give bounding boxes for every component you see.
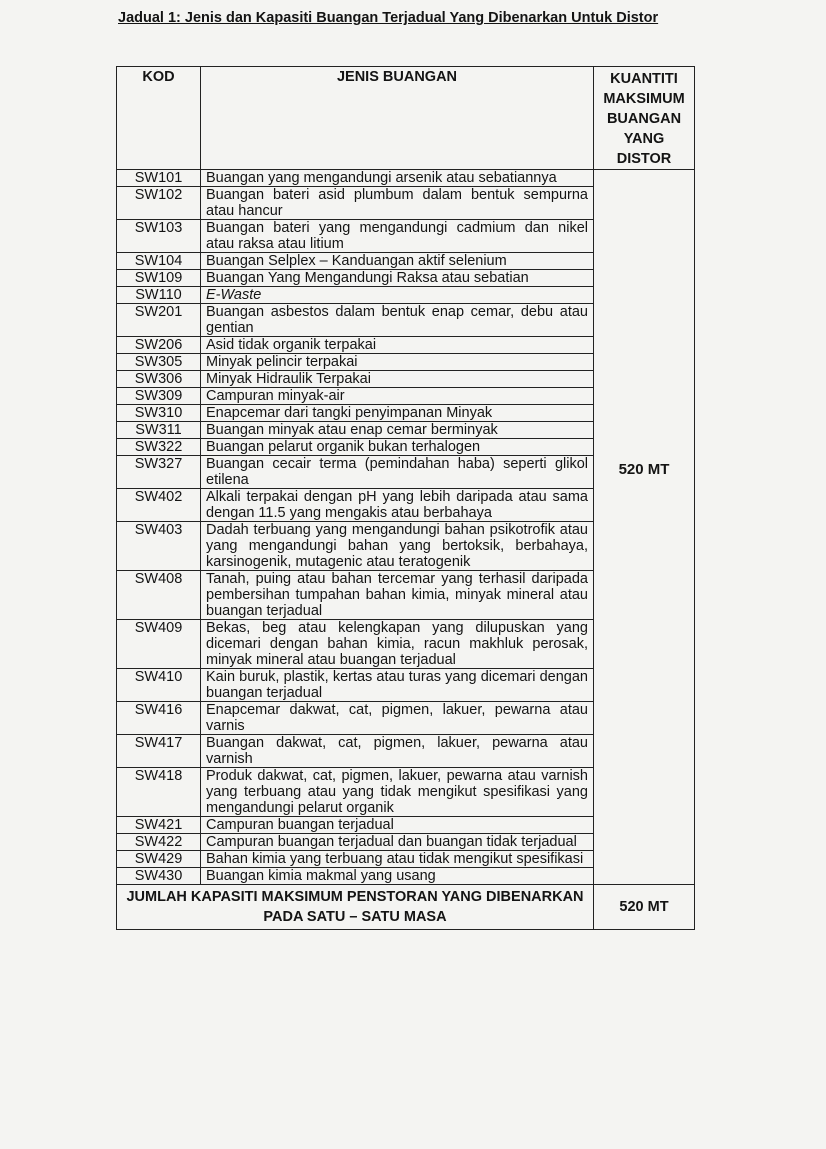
total-value: 520 MT xyxy=(594,885,695,930)
waste-description: Tanah, puing atau bahan tercemar yang terhasil daripada pembersihan tumpahan bahan kimia, minyak mineral atau buangan terjadual xyxy=(201,571,594,620)
waste-code: SW409 xyxy=(117,620,201,669)
waste-description: Campuran buangan terjadual xyxy=(201,817,594,834)
waste-code: SW403 xyxy=(117,522,201,571)
waste-code: SW101 xyxy=(117,170,201,187)
waste-description: Buangan Yang Mengandungi Raksa atau sebatian xyxy=(201,270,594,287)
waste-code: SW110 xyxy=(117,287,201,304)
waste-code: SW103 xyxy=(117,220,201,253)
waste-description: Buangan bateri yang mengandungi cadmium dan nikel atau raksa atau litium xyxy=(201,220,594,253)
waste-description: Buangan yang mengandungi arsenik atau sebatiannya xyxy=(201,170,594,187)
total-label: JUMLAH KAPASITI MAKSIMUM PENSTORAN YANG DIBENARKAN PADA SATU – SATU MASA xyxy=(117,885,594,930)
waste-code: SW206 xyxy=(117,337,201,354)
waste-description: Campuran minyak-air xyxy=(201,388,594,405)
page-title: Jadual 1: Jenis dan Kapasiti Buangan Terjadual Yang Dibenarkan Untuk Distor xyxy=(118,10,659,26)
waste-code: SW410 xyxy=(117,669,201,702)
waste-code: SW306 xyxy=(117,371,201,388)
header-max-quantity: KUANTITI MAKSIMUM BUANGAN YANG DISTOR xyxy=(594,67,695,170)
header-waste-type: JENIS BUANGAN xyxy=(201,67,594,170)
waste-code: SW417 xyxy=(117,735,201,768)
table-body xyxy=(117,170,695,885)
waste-code: SW408 xyxy=(117,571,201,620)
waste-description: Enapcemar dari tangki penyimpanan Minyak xyxy=(201,405,594,422)
waste-code: SW421 xyxy=(117,817,201,834)
waste-description: Enapcemar dakwat, cat, pigmen, lakuer, pewarna atau varnis xyxy=(201,702,594,735)
waste-description: Bekas, beg atau kelengkapan yang dilupuskan yang dicemari dengan bahan kimia, racun makhluk perosak, minyak mineral atau buangan terjadual xyxy=(201,620,594,669)
waste-code: SW310 xyxy=(117,405,201,422)
waste-description: Minyak Hidraulik Terpakai xyxy=(201,371,594,388)
waste-description: Buangan dakwat, cat, pigmen, lakuer, pewarna atau varnish xyxy=(201,735,594,768)
total-row xyxy=(117,885,695,930)
max-quantity-value: 520 MT xyxy=(594,170,695,885)
waste-description: Minyak pelincir terpakai xyxy=(201,354,594,371)
waste-description: Buangan Selplex – Kanduangan aktif selenium xyxy=(201,253,594,270)
waste-code: SW311 xyxy=(117,422,201,439)
waste-description: Buangan kimia makmal yang usang xyxy=(201,868,594,885)
waste-description: Kain buruk, plastik, kertas atau turas yang dicemari dengan buangan terjadual xyxy=(201,669,594,702)
waste-code: SW102 xyxy=(117,187,201,220)
header-code: KOD xyxy=(117,67,201,170)
waste-description: Dadah terbuang yang mengandungi bahan psikotrofik atau yang mengandungi bahan yang bertoksik, berbahaya, karsinogenik, mutagenic atau teratogenik xyxy=(201,522,594,571)
waste-description: Buangan minyak atau enap cemar berminyak xyxy=(201,422,594,439)
waste-code: SW201 xyxy=(117,304,201,337)
waste-description: E-Waste xyxy=(201,287,594,304)
waste-description: Campuran buangan terjadual dan buangan tidak terjadual xyxy=(201,834,594,851)
waste-code: SW109 xyxy=(117,270,201,287)
waste-code: SW322 xyxy=(117,439,201,456)
waste-code: SW422 xyxy=(117,834,201,851)
waste-code: SW429 xyxy=(117,851,201,868)
waste-code: SW309 xyxy=(117,388,201,405)
waste-code: SW418 xyxy=(117,768,201,817)
waste-description: Buangan asbestos dalam bentuk enap cemar, debu atau gentian xyxy=(201,304,594,337)
waste-description: Bahan kimia yang terbuang atau tidak mengikut spesifikasi xyxy=(201,851,594,868)
waste-code: SW416 xyxy=(117,702,201,735)
waste-description: Buangan bateri asid plumbum dalam bentuk sempurna atau hancur xyxy=(201,187,594,220)
waste-code: SW305 xyxy=(117,354,201,371)
waste-description: Produk dakwat, cat, pigmen, lakuer, pewarna atau varnish yang terbuang atau yang tidak mengikut spesifikasi yang mengandungi pelarut organik xyxy=(201,768,594,817)
waste-code: SW104 xyxy=(117,253,201,270)
waste-description: Alkali terpakai dengan pH yang lebih daripada atau sama dengan 11.5 yang mengakis atau berbahaya xyxy=(201,489,594,522)
waste-description: Buangan cecair terma (pemindahan haba) seperti glikol etilena xyxy=(201,456,594,489)
waste-code: SW402 xyxy=(117,489,201,522)
waste-code: SW430 xyxy=(117,868,201,885)
waste-code: SW327 xyxy=(117,456,201,489)
waste-description: Asid tidak organik terpakai xyxy=(201,337,594,354)
waste-description: Buangan pelarut organik bukan terhalogen xyxy=(201,439,594,456)
table-row xyxy=(117,170,695,187)
waste-table xyxy=(116,66,695,930)
table-header-row xyxy=(117,67,695,170)
